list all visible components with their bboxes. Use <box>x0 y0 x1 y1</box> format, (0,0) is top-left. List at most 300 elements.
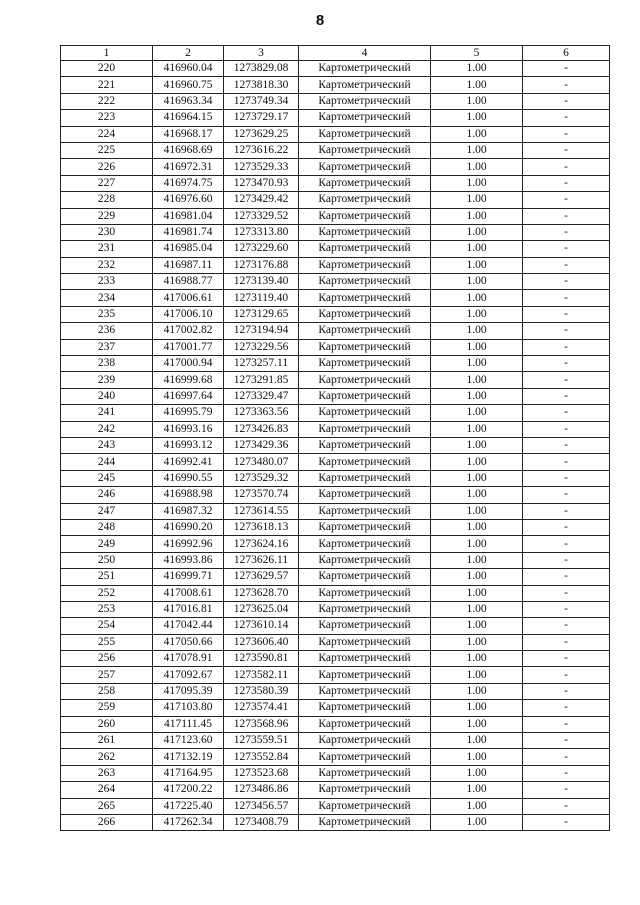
cell-x-coordinate: 416995.79 <box>153 405 224 421</box>
cell-note: - <box>523 519 610 535</box>
cell-point-number: 236 <box>61 323 153 339</box>
cell-y-coordinate: 1273568.96 <box>224 716 299 732</box>
cell-method: Картометрический <box>299 241 431 257</box>
cell-method: Картометрический <box>299 503 431 519</box>
cell-y-coordinate: 1273590.81 <box>224 651 299 667</box>
cell-y-coordinate: 1273229.56 <box>224 339 299 355</box>
cell-accuracy: 1.00 <box>431 224 523 240</box>
cell-y-coordinate: 1273229.60 <box>224 241 299 257</box>
cell-point-number: 260 <box>61 716 153 732</box>
cell-method: Картометрический <box>299 700 431 716</box>
cell-point-number: 226 <box>61 159 153 175</box>
cell-note: - <box>523 601 610 617</box>
cell-method: Картометрический <box>299 569 431 585</box>
cell-point-number: 229 <box>61 208 153 224</box>
cell-note: - <box>523 470 610 486</box>
cell-accuracy: 1.00 <box>431 290 523 306</box>
cell-y-coordinate: 1273582.11 <box>224 667 299 683</box>
cell-y-coordinate: 1273408.79 <box>224 814 299 830</box>
cell-accuracy: 1.00 <box>431 733 523 749</box>
cell-point-number: 239 <box>61 372 153 388</box>
table-body <box>61 61 610 831</box>
table-row <box>61 749 610 765</box>
cell-point-number: 227 <box>61 175 153 191</box>
table-row <box>61 585 610 601</box>
cell-note: - <box>523 536 610 552</box>
cell-x-coordinate: 416981.04 <box>153 208 224 224</box>
cell-accuracy: 1.00 <box>431 437 523 453</box>
table-row <box>61 618 610 634</box>
cell-method: Картометрический <box>299 175 431 191</box>
table-row <box>61 667 610 683</box>
table-row <box>61 356 610 372</box>
table-row <box>61 159 610 175</box>
cell-x-coordinate: 416964.15 <box>153 110 224 126</box>
cell-y-coordinate: 1273574.41 <box>224 700 299 716</box>
cell-x-coordinate: 416960.04 <box>153 61 224 77</box>
cell-note: - <box>523 175 610 191</box>
cell-method: Картометрический <box>299 306 431 322</box>
cell-y-coordinate: 1273629.57 <box>224 569 299 585</box>
cell-method: Картометрический <box>299 634 431 650</box>
cell-point-number: 232 <box>61 257 153 273</box>
table-row <box>61 651 610 667</box>
cell-y-coordinate: 1273616.22 <box>224 142 299 158</box>
cell-note: - <box>523 388 610 404</box>
cell-note: - <box>523 159 610 175</box>
cell-note: - <box>523 749 610 765</box>
cell-point-number: 264 <box>61 782 153 798</box>
table-row <box>61 536 610 552</box>
cell-x-coordinate: 416999.68 <box>153 372 224 388</box>
cell-note: - <box>523 798 610 814</box>
table-row <box>61 503 610 519</box>
cell-y-coordinate: 1273291.85 <box>224 372 299 388</box>
cell-point-number: 265 <box>61 798 153 814</box>
cell-point-number: 246 <box>61 487 153 503</box>
cell-x-coordinate: 417001.77 <box>153 339 224 355</box>
cell-y-coordinate: 1273729.17 <box>224 110 299 126</box>
cell-y-coordinate: 1273629.25 <box>224 126 299 142</box>
cell-method: Картометрический <box>299 487 431 503</box>
cell-method: Картометрический <box>299 585 431 601</box>
cell-note: - <box>523 142 610 158</box>
cell-accuracy: 1.00 <box>431 782 523 798</box>
cell-accuracy: 1.00 <box>431 421 523 437</box>
cell-note: - <box>523 323 610 339</box>
cell-accuracy: 1.00 <box>431 487 523 503</box>
cell-y-coordinate: 1273456.57 <box>224 798 299 814</box>
cell-accuracy: 1.00 <box>431 454 523 470</box>
cell-method: Картометрический <box>299 61 431 77</box>
cell-point-number: 245 <box>61 470 153 486</box>
cell-note: - <box>523 93 610 109</box>
cell-point-number: 238 <box>61 356 153 372</box>
cell-method: Картометрический <box>299 651 431 667</box>
cell-method: Картометрический <box>299 814 431 830</box>
cell-y-coordinate: 1273624.16 <box>224 536 299 552</box>
cell-method: Картометрический <box>299 470 431 486</box>
cell-note: - <box>523 618 610 634</box>
cell-x-coordinate: 417006.10 <box>153 306 224 322</box>
table-row <box>61 470 610 486</box>
cell-y-coordinate: 1273626.11 <box>224 552 299 568</box>
cell-y-coordinate: 1273194.94 <box>224 323 299 339</box>
cell-accuracy: 1.00 <box>431 536 523 552</box>
cell-x-coordinate: 417092.67 <box>153 667 224 683</box>
coordinates-table <box>60 45 610 831</box>
cell-accuracy: 1.00 <box>431 503 523 519</box>
cell-note: - <box>523 208 610 224</box>
cell-method: Картометрический <box>299 618 431 634</box>
cell-point-number: 252 <box>61 585 153 601</box>
cell-method: Картометрический <box>299 519 431 535</box>
cell-x-coordinate: 416993.86 <box>153 552 224 568</box>
cell-method: Картометрический <box>299 372 431 388</box>
table-row <box>61 175 610 191</box>
cell-method: Картометрический <box>299 192 431 208</box>
cell-method: Картометрический <box>299 683 431 699</box>
cell-x-coordinate: 416992.96 <box>153 536 224 552</box>
cell-y-coordinate: 1273429.36 <box>224 437 299 453</box>
cell-y-coordinate: 1273829.08 <box>224 61 299 77</box>
cell-note: - <box>523 224 610 240</box>
cell-note: - <box>523 339 610 355</box>
cell-accuracy: 1.00 <box>431 372 523 388</box>
cell-x-coordinate: 416968.69 <box>153 142 224 158</box>
cell-x-coordinate: 416990.20 <box>153 519 224 535</box>
cell-x-coordinate: 417006.61 <box>153 290 224 306</box>
cell-method: Картометрический <box>299 716 431 732</box>
cell-point-number: 221 <box>61 77 153 93</box>
cell-y-coordinate: 1273818.30 <box>224 77 299 93</box>
cell-note: - <box>523 110 610 126</box>
cell-accuracy: 1.00 <box>431 159 523 175</box>
cell-method: Картометрический <box>299 421 431 437</box>
cell-point-number: 254 <box>61 618 153 634</box>
cell-x-coordinate: 416988.98 <box>153 487 224 503</box>
table-row <box>61 323 610 339</box>
cell-accuracy: 1.00 <box>431 61 523 77</box>
table-row <box>61 454 610 470</box>
cell-note: - <box>523 716 610 732</box>
cell-note: - <box>523 290 610 306</box>
cell-note: - <box>523 552 610 568</box>
cell-method: Картометрический <box>299 536 431 552</box>
cell-note: - <box>523 454 610 470</box>
cell-point-number: 243 <box>61 437 153 453</box>
cell-y-coordinate: 1273580.39 <box>224 683 299 699</box>
cell-note: - <box>523 126 610 142</box>
cell-accuracy: 1.00 <box>431 470 523 486</box>
cell-method: Картометрический <box>299 454 431 470</box>
cell-method: Картометрический <box>299 552 431 568</box>
cell-y-coordinate: 1273559.51 <box>224 733 299 749</box>
table-row <box>61 306 610 322</box>
table-row <box>61 421 610 437</box>
header-row <box>61 46 610 61</box>
cell-accuracy: 1.00 <box>431 749 523 765</box>
cell-note: - <box>523 257 610 273</box>
cell-note: - <box>523 634 610 650</box>
cell-y-coordinate: 1273139.40 <box>224 274 299 290</box>
cell-point-number: 222 <box>61 93 153 109</box>
cell-x-coordinate: 417200.22 <box>153 782 224 798</box>
cell-accuracy: 1.00 <box>431 241 523 257</box>
cell-x-coordinate: 417050.66 <box>153 634 224 650</box>
cell-point-number: 237 <box>61 339 153 355</box>
cell-y-coordinate: 1273570.74 <box>224 487 299 503</box>
cell-x-coordinate: 417123.60 <box>153 733 224 749</box>
cell-point-number: 261 <box>61 733 153 749</box>
cell-method: Картометрический <box>299 339 431 355</box>
cell-x-coordinate: 417008.61 <box>153 585 224 601</box>
cell-method: Картометрический <box>299 782 431 798</box>
cell-note: - <box>523 421 610 437</box>
cell-method: Картометрический <box>299 765 431 781</box>
cell-accuracy: 1.00 <box>431 110 523 126</box>
cell-note: - <box>523 405 610 421</box>
cell-accuracy: 1.00 <box>431 716 523 732</box>
cell-accuracy: 1.00 <box>431 634 523 650</box>
cell-note: - <box>523 651 610 667</box>
cell-method: Картометрический <box>299 290 431 306</box>
cell-point-number: 230 <box>61 224 153 240</box>
cell-point-number: 248 <box>61 519 153 535</box>
cell-point-number: 250 <box>61 552 153 568</box>
cell-point-number: 234 <box>61 290 153 306</box>
column-header-4: 4 <box>299 46 431 61</box>
page-number: 8 <box>315 12 325 29</box>
cell-note: - <box>523 192 610 208</box>
cell-y-coordinate: 1273119.40 <box>224 290 299 306</box>
cell-accuracy: 1.00 <box>431 126 523 142</box>
cell-x-coordinate: 417095.39 <box>153 683 224 699</box>
cell-method: Картометрический <box>299 798 431 814</box>
table-row <box>61 241 610 257</box>
table-row <box>61 814 610 830</box>
cell-y-coordinate: 1273628.70 <box>224 585 299 601</box>
cell-method: Картометрический <box>299 274 431 290</box>
cell-accuracy: 1.00 <box>431 700 523 716</box>
cell-accuracy: 1.00 <box>431 651 523 667</box>
cell-point-number: 249 <box>61 536 153 552</box>
cell-x-coordinate: 416987.11 <box>153 257 224 273</box>
cell-method: Картометрический <box>299 388 431 404</box>
cell-accuracy: 1.00 <box>431 192 523 208</box>
cell-y-coordinate: 1273257.11 <box>224 356 299 372</box>
cell-x-coordinate: 417132.19 <box>153 749 224 765</box>
cell-method: Картометрический <box>299 733 431 749</box>
column-header-6: 6 <box>523 46 610 61</box>
cell-method: Картометрический <box>299 110 431 126</box>
cell-x-coordinate: 416990.55 <box>153 470 224 486</box>
cell-y-coordinate: 1273486.86 <box>224 782 299 798</box>
cell-accuracy: 1.00 <box>431 93 523 109</box>
cell-y-coordinate: 1273523.68 <box>224 765 299 781</box>
cell-y-coordinate: 1273313.80 <box>224 224 299 240</box>
cell-accuracy: 1.00 <box>431 601 523 617</box>
cell-point-number: 258 <box>61 683 153 699</box>
cell-accuracy: 1.00 <box>431 519 523 535</box>
cell-note: - <box>523 569 610 585</box>
cell-accuracy: 1.00 <box>431 667 523 683</box>
cell-method: Картометрический <box>299 323 431 339</box>
cell-point-number: 257 <box>61 667 153 683</box>
cell-accuracy: 1.00 <box>431 323 523 339</box>
cell-note: - <box>523 437 610 453</box>
cell-accuracy: 1.00 <box>431 175 523 191</box>
table-row <box>61 257 610 273</box>
cell-point-number: 228 <box>61 192 153 208</box>
cell-x-coordinate: 416976.60 <box>153 192 224 208</box>
column-header-3: 3 <box>224 46 299 61</box>
cell-x-coordinate: 416987.32 <box>153 503 224 519</box>
cell-point-number: 240 <box>61 388 153 404</box>
cell-note: - <box>523 585 610 601</box>
table-row <box>61 716 610 732</box>
table-row <box>61 93 610 109</box>
table-row <box>61 339 610 355</box>
cell-point-number: 225 <box>61 142 153 158</box>
cell-y-coordinate: 1273529.33 <box>224 159 299 175</box>
cell-x-coordinate: 416960.75 <box>153 77 224 93</box>
cell-note: - <box>523 765 610 781</box>
cell-point-number: 242 <box>61 421 153 437</box>
cell-x-coordinate: 417164.95 <box>153 765 224 781</box>
cell-y-coordinate: 1273429.42 <box>224 192 299 208</box>
cell-x-coordinate: 416993.16 <box>153 421 224 437</box>
cell-accuracy: 1.00 <box>431 388 523 404</box>
cell-accuracy: 1.00 <box>431 77 523 93</box>
cell-x-coordinate: 417078.91 <box>153 651 224 667</box>
cell-x-coordinate: 417016.81 <box>153 601 224 617</box>
table-row <box>61 372 610 388</box>
table-row <box>61 405 610 421</box>
cell-point-number: 247 <box>61 503 153 519</box>
cell-accuracy: 1.00 <box>431 814 523 830</box>
cell-point-number: 241 <box>61 405 153 421</box>
cell-y-coordinate: 1273176.88 <box>224 257 299 273</box>
cell-point-number: 235 <box>61 306 153 322</box>
table-header <box>61 46 610 61</box>
cell-method: Картометрический <box>299 356 431 372</box>
cell-x-coordinate: 417002.82 <box>153 323 224 339</box>
table-row <box>61 274 610 290</box>
cell-y-coordinate: 1273329.47 <box>224 388 299 404</box>
cell-method: Картометрический <box>299 208 431 224</box>
cell-point-number: 263 <box>61 765 153 781</box>
cell-note: - <box>523 683 610 699</box>
cell-accuracy: 1.00 <box>431 569 523 585</box>
cell-note: - <box>523 700 610 716</box>
table-row <box>61 192 610 208</box>
table-row <box>61 519 610 535</box>
cell-accuracy: 1.00 <box>431 798 523 814</box>
cell-note: - <box>523 487 610 503</box>
cell-point-number: 224 <box>61 126 153 142</box>
table-row <box>61 126 610 142</box>
cell-x-coordinate: 417042.44 <box>153 618 224 634</box>
cell-method: Картометрический <box>299 224 431 240</box>
cell-accuracy: 1.00 <box>431 208 523 224</box>
cell-x-coordinate: 416968.17 <box>153 126 224 142</box>
cell-note: - <box>523 503 610 519</box>
table-row <box>61 110 610 126</box>
cell-y-coordinate: 1273610.14 <box>224 618 299 634</box>
cell-note: - <box>523 356 610 372</box>
cell-note: - <box>523 733 610 749</box>
cell-accuracy: 1.00 <box>431 405 523 421</box>
cell-accuracy: 1.00 <box>431 618 523 634</box>
cell-x-coordinate: 416988.77 <box>153 274 224 290</box>
cell-x-coordinate: 416985.04 <box>153 241 224 257</box>
column-header-2: 2 <box>153 46 224 61</box>
cell-x-coordinate: 416999.71 <box>153 569 224 585</box>
table-row <box>61 798 610 814</box>
cell-method: Картометрический <box>299 601 431 617</box>
table-row <box>61 142 610 158</box>
cell-accuracy: 1.00 <box>431 142 523 158</box>
cell-y-coordinate: 1273426.83 <box>224 421 299 437</box>
cell-point-number: 233 <box>61 274 153 290</box>
cell-y-coordinate: 1273606.40 <box>224 634 299 650</box>
cell-method: Картометрический <box>299 749 431 765</box>
cell-x-coordinate: 416993.12 <box>153 437 224 453</box>
cell-method: Картометрический <box>299 142 431 158</box>
cell-y-coordinate: 1273480.07 <box>224 454 299 470</box>
cell-point-number: 251 <box>61 569 153 585</box>
cell-note: - <box>523 241 610 257</box>
cell-accuracy: 1.00 <box>431 552 523 568</box>
cell-note: - <box>523 61 610 77</box>
cell-x-coordinate: 416974.75 <box>153 175 224 191</box>
cell-point-number: 262 <box>61 749 153 765</box>
cell-x-coordinate: 417111.45 <box>153 716 224 732</box>
cell-note: - <box>523 782 610 798</box>
cell-x-coordinate: 416963.34 <box>153 93 224 109</box>
cell-method: Картометрический <box>299 257 431 273</box>
cell-x-coordinate: 416972.31 <box>153 159 224 175</box>
cell-method: Картометрический <box>299 93 431 109</box>
cell-accuracy: 1.00 <box>431 274 523 290</box>
cell-x-coordinate: 417262.34 <box>153 814 224 830</box>
cell-y-coordinate: 1273552.84 <box>224 749 299 765</box>
cell-note: - <box>523 274 610 290</box>
cell-y-coordinate: 1273618.13 <box>224 519 299 535</box>
cell-method: Картометрический <box>299 437 431 453</box>
column-header-1: 1 <box>61 46 153 61</box>
cell-accuracy: 1.00 <box>431 765 523 781</box>
cell-accuracy: 1.00 <box>431 356 523 372</box>
table-row <box>61 290 610 306</box>
cell-point-number: 255 <box>61 634 153 650</box>
cell-note: - <box>523 306 610 322</box>
table-row <box>61 487 610 503</box>
table-row <box>61 700 610 716</box>
cell-y-coordinate: 1273470.93 <box>224 175 299 191</box>
table-row <box>61 683 610 699</box>
table-row <box>61 224 610 240</box>
cell-x-coordinate: 417000.94 <box>153 356 224 372</box>
cell-method: Картометрический <box>299 405 431 421</box>
cell-note: - <box>523 77 610 93</box>
cell-note: - <box>523 372 610 388</box>
cell-y-coordinate: 1273625.04 <box>224 601 299 617</box>
table-row <box>61 208 610 224</box>
cell-x-coordinate: 416981.74 <box>153 224 224 240</box>
table-row <box>61 61 610 77</box>
